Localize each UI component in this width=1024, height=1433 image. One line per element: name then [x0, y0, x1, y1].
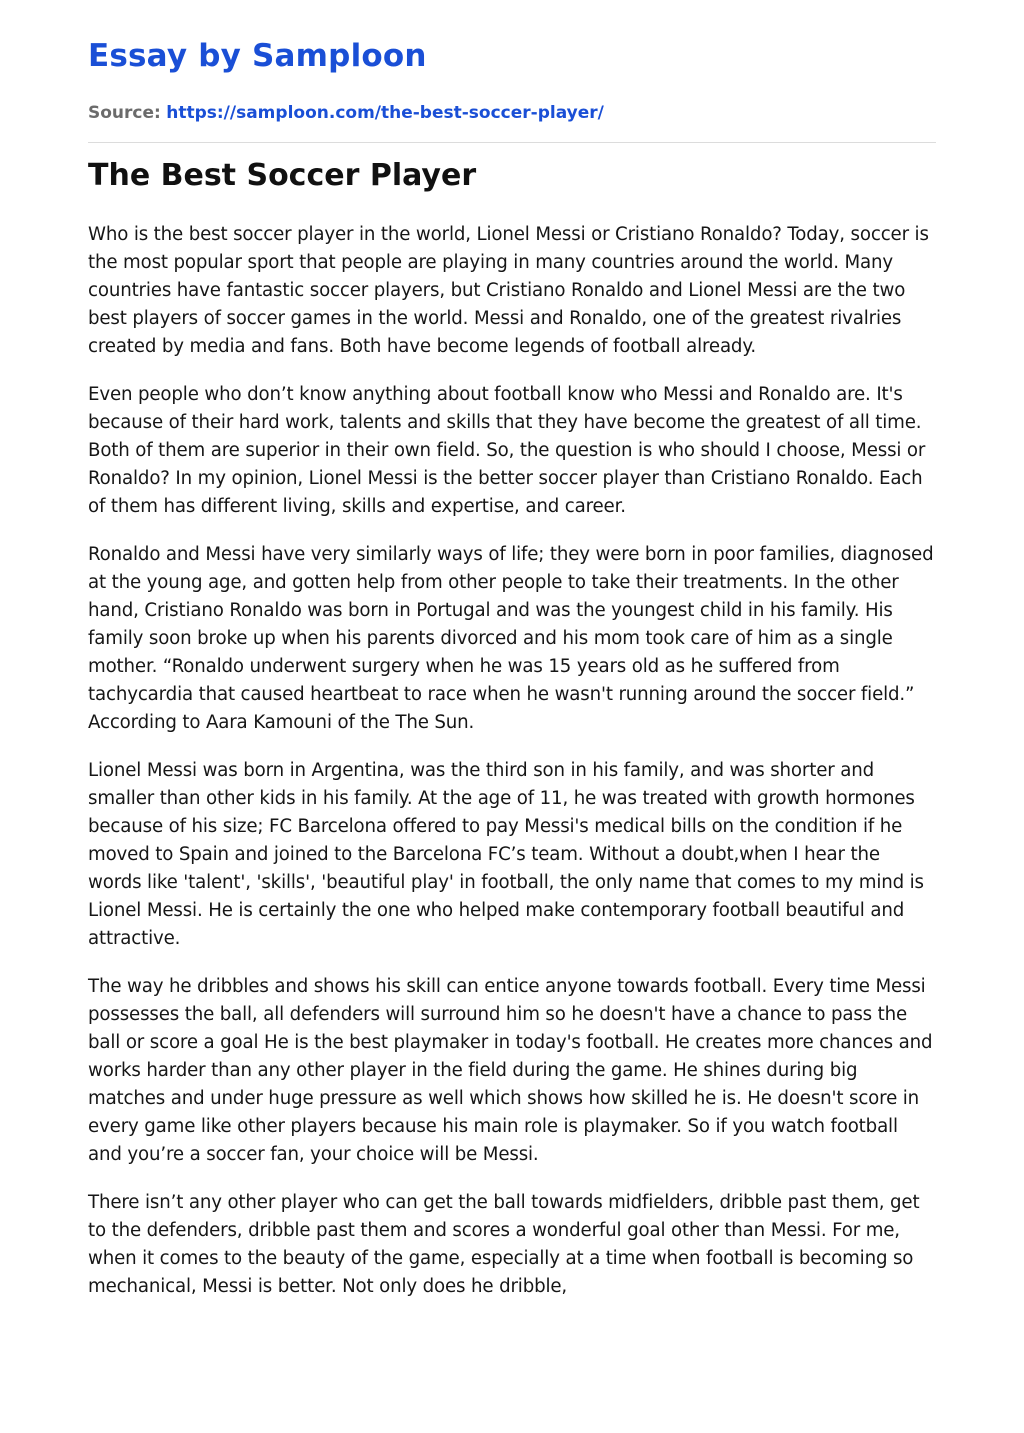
essay-paragraph: There isn’t any other player who can get the ball towards midfielders, dribble past them, get to the defenders, dribble past them and scores a wonderful goal other than Messi. For me, when it comes to the beauty of the game, especially at a time when football is becoming so mechanical, Messi is better. Not only does he dribble, — [88, 1192, 920, 1297]
site-brand-title[interactable]: Essay by Samploon — [88, 38, 427, 74]
essay-body — [88, 221, 936, 1321]
source-label: Source: — [88, 103, 161, 123]
source-link[interactable]: https://samploon.com/the-best-soccer-player/ — [166, 103, 604, 123]
essay-paragraph: Who is the best soccer player in the world, Lionel Messi or Cristiano Ronaldo? Today, soccer is the most popular sport that people are playing in many countries around the world. Many countries have fantastic soccer players, but Cristiano Ronaldo and Lionel Messi are the two best players of soccer games in the world. Messi and Ronaldo, one of the greatest rivalries created by media and fans. Both have become legends of football already. — [88, 224, 929, 357]
header-divider — [88, 142, 936, 143]
essay-paragraph: Ronaldo and Messi have very similarly ways of life; they were born in poor families, diagnosed at the young age, and gotten help from other people to take their treatments. In the other hand, Cristiano Ronaldo was born in Portugal and was the youngest child in his family. His family soon broke up when his parents divorced and his mom took care of him as a single mother. “Ronaldo underwent surgery when he was 15 years old as he suffered from tachycardia that caused heartbeat to race when he wasn't running around the soccer field.” According to Aara Kamouni of the The Sun. — [88, 544, 934, 733]
essay-paragraph: Even people who don’t know anything about football know who Messi and Ronaldo are. It's because of their hard work, talents and skills that they have become the greatest of all time. Both of them are superior in their own field. So, the question is who should I choose, Messi or Ronaldo? In my opinion, Lionel Messi is the better soccer player than Cristiano Ronaldo. Each of them has different living, skills and expertise, and career. — [88, 384, 926, 517]
source-line — [88, 101, 604, 125]
essay-paragraph: Lionel Messi was born in Argentina, was the third son in his family, and was shorter and smaller than other kids in his family. At the age of 11, he was treated with growth hormones because of his size; FC Barcelona offered to pay Messi's medical bills on the condition if he moved to Spain and joined to the Barcelona FC’s team. Without a doubt,when I hear the words like 'talent', 'skills', 'beautiful play' in football, the only name that comes to my mind is Lionel Messi. He is certainly the one who helped make contemporary football beautiful and attractive. — [88, 760, 924, 949]
essay-title: The Best Soccer Player — [88, 158, 477, 193]
essay-paragraph: The way he dribbles and shows his skill can entice anyone towards football. Every time Messi possesses the ball, all defenders will surround him so he doesn't have a chance to pass the ball or score a goal He is the best playmaker in today's football. He creates more chances and works harder than any other player in the field during the game. He shines during big matches and under huge pressure as well which shows how skilled he is. He doesn't score in every game like other players because his main role is playmaker. So if you watch football and you’re a soccer fan, your choice will be Messi. — [88, 976, 933, 1165]
